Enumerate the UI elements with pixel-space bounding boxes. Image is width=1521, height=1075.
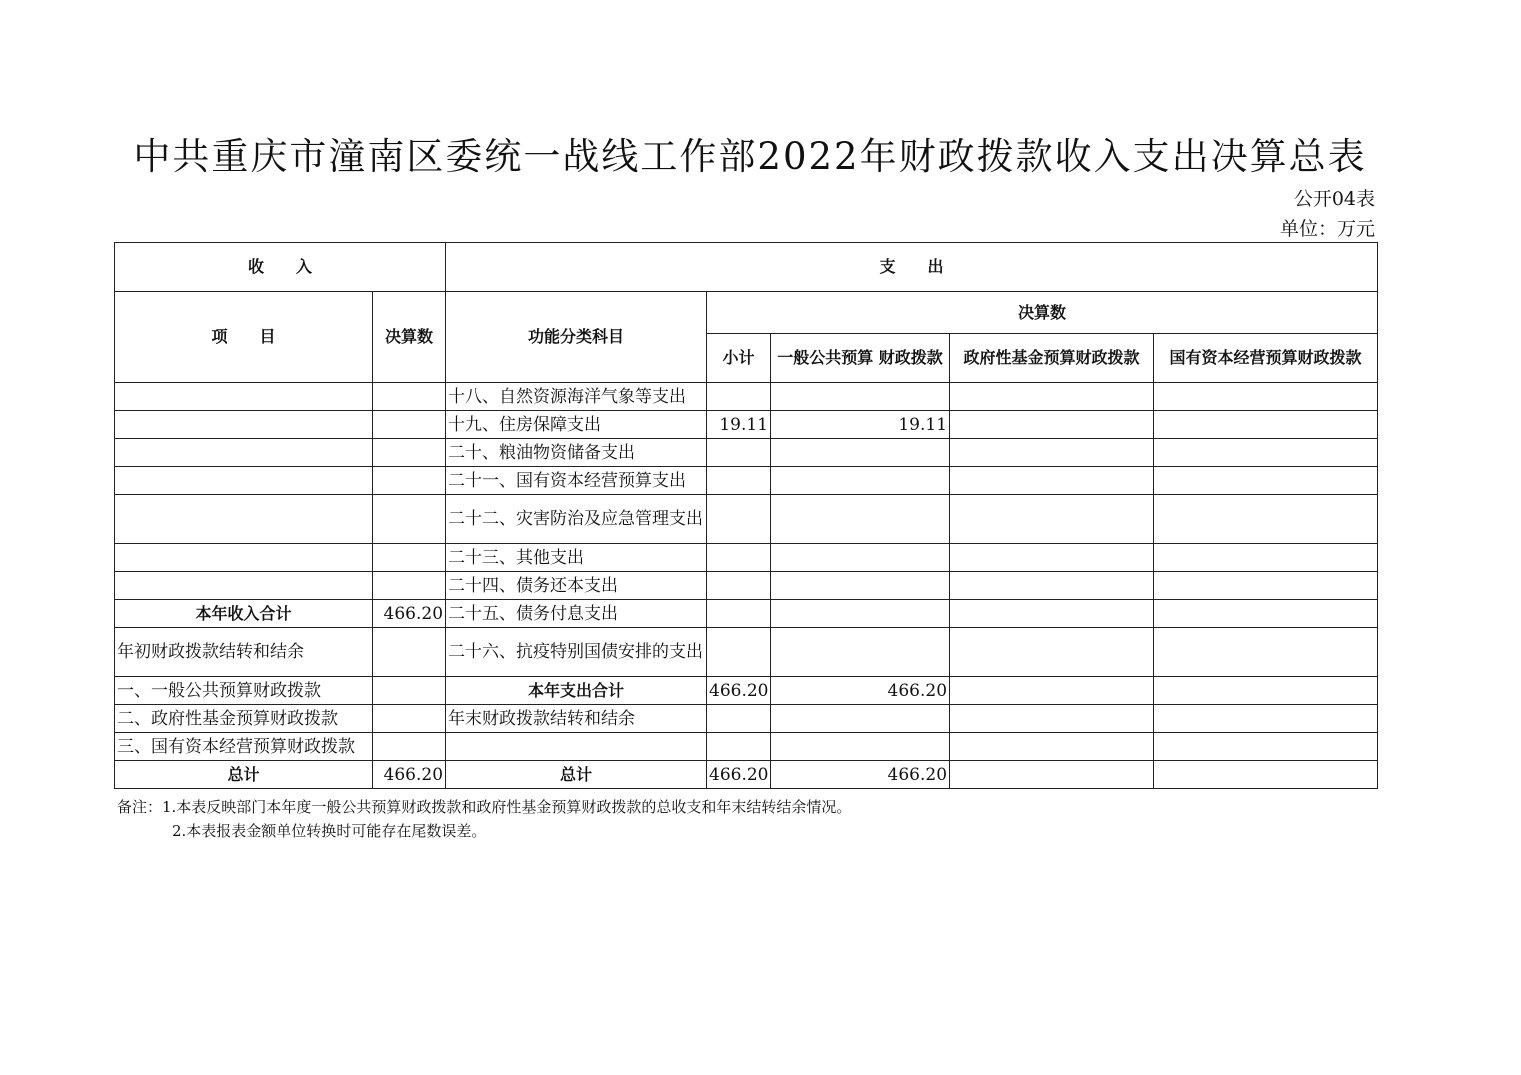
row-gov-fund xyxy=(950,439,1154,467)
row-amount: 466.20 xyxy=(373,761,446,789)
row-general xyxy=(771,467,950,495)
row-general xyxy=(771,600,950,628)
row-item xyxy=(115,383,373,411)
row-item xyxy=(115,572,373,600)
row-gov-fund xyxy=(950,677,1154,705)
row-subtotal xyxy=(707,600,771,628)
row-state-capital xyxy=(1154,733,1378,761)
income-header: 收 入 xyxy=(115,243,446,292)
row-subtotal xyxy=(707,705,771,733)
row-general xyxy=(771,383,950,411)
row-item xyxy=(115,467,373,495)
table-row xyxy=(115,705,1378,733)
table-row xyxy=(115,733,1378,761)
table-row xyxy=(115,495,1378,544)
row-subtotal xyxy=(707,628,771,677)
row-amount xyxy=(373,544,446,572)
table-row xyxy=(115,544,1378,572)
table-row-total xyxy=(115,761,1378,789)
row-amount xyxy=(373,705,446,733)
row-amount xyxy=(373,411,446,439)
row-state-capital xyxy=(1154,572,1378,600)
table-row xyxy=(115,600,1378,628)
row-general: 19.11 xyxy=(771,411,950,439)
row-subtotal: 466.20 xyxy=(707,677,771,705)
row-state-capital xyxy=(1154,544,1378,572)
row-category: 二十五、债务付息支出 xyxy=(446,600,707,628)
row-amount xyxy=(373,677,446,705)
row-subtotal xyxy=(707,383,771,411)
row-state-capital xyxy=(1154,467,1378,495)
row-category: 十九、住房保障支出 xyxy=(446,411,707,439)
row-item xyxy=(115,439,373,467)
table-row xyxy=(115,572,1378,600)
row-amount xyxy=(373,467,446,495)
row-general xyxy=(771,495,950,544)
row-item xyxy=(115,411,373,439)
row-gov-fund xyxy=(950,628,1154,677)
row-gov-fund xyxy=(950,572,1154,600)
note-1: 备注：1.本表反映部门本年度一般公共预算财政拨款和政府性基金预算财政拨款的总收支和年末结转结余情况。 xyxy=(117,798,852,816)
row-gov-fund xyxy=(950,733,1154,761)
table-row xyxy=(115,677,1378,705)
row-category: 二十、粮油物资储备支出 xyxy=(446,439,707,467)
row-amount xyxy=(373,439,446,467)
general-public-budget-header: 一般公共预算 财政拨款 xyxy=(771,334,950,383)
row-subtotal: 19.11 xyxy=(707,411,771,439)
row-category: 二十一、国有资本经营预算支出 xyxy=(446,467,707,495)
row-category: 二十六、抗疫特别国债安排的支出 xyxy=(446,628,707,677)
final-amount-header: 决算数 xyxy=(373,292,446,383)
row-category: 二十二、灾害防治及应急管理支出 xyxy=(446,495,707,544)
row-general xyxy=(771,572,950,600)
notes xyxy=(117,795,851,843)
row-category: 年末财政拨款结转和结余 xyxy=(446,705,707,733)
row-item: 本年收入合计 xyxy=(115,600,373,628)
row-item: 总计 xyxy=(115,761,373,789)
row-gov-fund xyxy=(950,383,1154,411)
expense-header: 支 出 xyxy=(446,243,1378,292)
budget-table xyxy=(114,242,1378,789)
row-general xyxy=(771,628,950,677)
row-item: 二、政府性基金预算财政拨款 xyxy=(115,705,373,733)
row-category: 总计 xyxy=(446,761,707,789)
row-gov-fund xyxy=(950,495,1154,544)
row-amount xyxy=(373,383,446,411)
row-item: 一、一般公共预算财政拨款 xyxy=(115,677,373,705)
row-gov-fund xyxy=(950,761,1154,789)
row-category xyxy=(446,733,707,761)
header-row-top xyxy=(115,243,1378,292)
row-general: 466.20 xyxy=(771,761,950,789)
row-gov-fund xyxy=(950,411,1154,439)
row-state-capital xyxy=(1154,495,1378,544)
row-general xyxy=(771,544,950,572)
row-amount: 466.20 xyxy=(373,600,446,628)
row-state-capital xyxy=(1154,600,1378,628)
state-capital-budget-header: 国有资本经营预算财政拨款 xyxy=(1154,334,1378,383)
table-row xyxy=(115,411,1378,439)
function-category-header: 功能分类科目 xyxy=(446,292,707,383)
row-amount xyxy=(373,628,446,677)
page-title: 中共重庆市潼南区委统一战线工作部2022年财政拨款收入支出决算总表 xyxy=(133,135,1367,178)
row-state-capital xyxy=(1154,383,1378,411)
note-2: 2.本表报表金额单位转换时可能存在尾数误差。 xyxy=(172,822,487,840)
row-category: 十八、自然资源海洋气象等支出 xyxy=(446,383,707,411)
row-category: 二十四、债务还本支出 xyxy=(446,572,707,600)
row-subtotal xyxy=(707,733,771,761)
row-state-capital xyxy=(1154,761,1378,789)
table-row xyxy=(115,628,1378,677)
row-subtotal: 466.20 xyxy=(707,761,771,789)
table-row xyxy=(115,467,1378,495)
row-item xyxy=(115,544,373,572)
row-state-capital xyxy=(1154,411,1378,439)
row-amount xyxy=(373,495,446,544)
row-subtotal xyxy=(707,439,771,467)
row-state-capital xyxy=(1154,677,1378,705)
gov-fund-budget-header: 政府性基金预算财政拨款 xyxy=(950,334,1154,383)
row-gov-fund xyxy=(950,467,1154,495)
row-category: 本年支出合计 xyxy=(446,677,707,705)
table-row xyxy=(115,383,1378,411)
row-gov-fund xyxy=(950,544,1154,572)
item-header: 项 目 xyxy=(115,292,373,383)
row-subtotal xyxy=(707,544,771,572)
row-state-capital xyxy=(1154,705,1378,733)
row-item xyxy=(115,495,373,544)
header-row-mid xyxy=(115,292,1378,334)
row-general xyxy=(771,733,950,761)
expense-final-amount-header: 决算数 xyxy=(707,292,1378,334)
row-subtotal xyxy=(707,467,771,495)
row-amount xyxy=(373,572,446,600)
row-state-capital xyxy=(1154,628,1378,677)
unit-label: 单位：万元 xyxy=(1279,218,1375,240)
row-state-capital xyxy=(1154,439,1378,467)
table-code: 公开04表 xyxy=(1293,188,1375,210)
row-general xyxy=(771,705,950,733)
row-general xyxy=(771,439,950,467)
row-amount xyxy=(373,733,446,761)
row-subtotal xyxy=(707,572,771,600)
row-gov-fund xyxy=(950,705,1154,733)
row-general: 466.20 xyxy=(771,677,950,705)
row-item: 三、国有资本经营预算财政拨款 xyxy=(115,733,373,761)
row-gov-fund xyxy=(950,600,1154,628)
row-category: 二十三、其他支出 xyxy=(446,544,707,572)
row-subtotal xyxy=(707,495,771,544)
row-item: 年初财政拨款结转和结余 xyxy=(115,628,373,677)
subtotal-header: 小计 xyxy=(707,334,771,383)
table-row xyxy=(115,439,1378,467)
